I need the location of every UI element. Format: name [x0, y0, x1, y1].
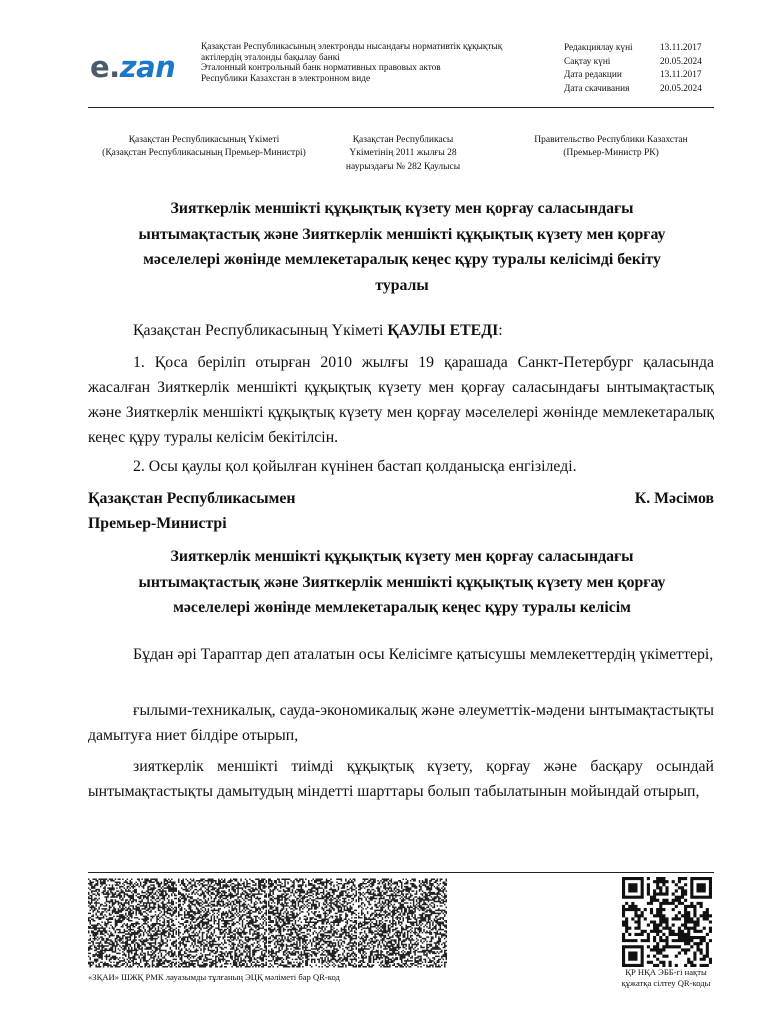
header-meta: [564, 42, 716, 96]
meta-row-edit-date-ru: [564, 69, 716, 83]
issuer-right-line: Правительство Республики Казахстан: [534, 135, 688, 145]
title-line: Зияткерлік меншікті құқықтық күзету мен қорғау саласындағы: [170, 548, 634, 565]
signature-qr-strip: [88, 878, 448, 968]
signature-qr-code: [358, 878, 447, 968]
paragraph-2: 2. Осы қаулы қол қойылған күнінен бастап қолданысқа енгізіледі.: [133, 458, 577, 475]
title-line: Зияткерлік меншікті құқықтық күзету мен қорғау саласындағы: [170, 200, 634, 217]
paragraph-4: ғылыми-техникалық, сауда-экономикалық және әлеуметтік-мәдени ынтымақтастықты дамытуға ниет білдіре отырып,: [88, 702, 714, 744]
meta-label: Дата скачивания: [564, 83, 630, 94]
issuer-left: [88, 134, 320, 161]
qr-caption-line: ҚР НҚА ЭББ-гі нақты: [625, 967, 707, 977]
meta-row-edit-date-kz: [564, 42, 716, 56]
agreement-title: [96, 544, 708, 621]
issuer-left-line: (Қазақстан Республикасының Премьер-Министрі): [102, 148, 306, 159]
decree-reference-line: наурыздағы № 282 Қаулысы: [345, 161, 461, 172]
meta-value: 13.11.2017: [660, 70, 702, 81]
signature-qr-code: [178, 878, 267, 968]
issuer-right: [506, 134, 716, 161]
qr-strip-caption: «ЗҚАИ» ШЖҚ РМК лауазымды тұлғаның ЭЦҚ мәліметі бар QR-код: [88, 972, 340, 982]
meta-value: 20.05.2024: [660, 83, 702, 94]
decree-reference: [326, 134, 480, 174]
qr-caption-line: құжатқа сілтеу QR-коды: [621, 978, 711, 988]
signature-title-line: Премьер-Министрі: [88, 515, 227, 532]
meta-label: Дата редакции: [564, 70, 622, 81]
decree-tail: :: [498, 322, 503, 339]
meta-value: 20.05.2024: [660, 56, 702, 67]
ezan-logo[interactable]: [90, 50, 175, 84]
logo-dot: .: [109, 50, 120, 84]
title-line: ынтымақтастық және Зияткерлік меншікті құқықтық күзету мен қорғау: [138, 225, 666, 243]
logo-zan: zan: [119, 50, 176, 84]
document-header: [88, 40, 716, 96]
meta-value: 13.11.2017: [660, 43, 702, 53]
footer-divider: [88, 872, 714, 873]
header-desc-line: Эталонный контрольный банк нормативных правовых актов: [201, 63, 441, 74]
meta-row-download-date-ru: [564, 83, 716, 97]
paragraph-5: зияткерлік меншікті тиімді құқықтық күзету, қорғау және басқару осындай ынтымақтастықты дамытудың міндетті шарттары болып табылатынын мойындай отырып,: [88, 758, 714, 800]
header-desc-line: Қазақстан Республикасының электронды нысандағы нормативтік құқықтық: [201, 42, 503, 52]
document-link-qr-caption: [598, 967, 734, 989]
decree-reference-line: Үкіметінің 2011 жылғы 28: [349, 148, 457, 159]
decree-title: [96, 196, 708, 298]
decree-statement: [88, 318, 714, 343]
document-link-qr-code[interactable]: [622, 877, 712, 967]
decree-reference-line: Қазақстан Республикасы: [352, 135, 454, 145]
paragraph-3: Бұдан әрі Тараптар деп аталатын осы Келісімге қатысушы мемлекеттердің үкіметтері,: [133, 646, 714, 663]
header-divider: [88, 107, 714, 108]
title-line: ынтымақтастық және Зияткерлік меншікті құқықтық күзету мен қорғау: [138, 573, 666, 591]
issuer-right-line: (Премьер-Министр РК): [563, 148, 659, 159]
logo-e: e: [90, 50, 110, 84]
header-desc-line: актілердің эталонды бақылау банкі: [201, 52, 340, 63]
title-line: мәселелері жөнінде мемлекетаралық кеңес құру туралы келісім: [173, 599, 631, 616]
title-line: туралы: [375, 276, 429, 294]
signature-qr-code: [268, 878, 357, 968]
header-desc-line: Республики Казахстан в электронном виде: [201, 73, 371, 84]
header-description: [201, 42, 546, 84]
decree-bold: ҚАУЛЫ ЕТЕДІ: [387, 322, 499, 339]
signature-name: К. Мәсімов: [634, 490, 714, 507]
meta-label: Редакциялау күні: [564, 43, 633, 53]
signature-qr-code: [88, 878, 177, 968]
meta-label: Сақтау күні: [564, 56, 611, 67]
signature-title-line: Қазақстан Республикасымен: [88, 490, 296, 507]
signature-block: [88, 486, 714, 536]
title-line: мәселелері жөнінде мемлекетаралық кеңес құру туралы келісімді бекіту: [143, 251, 661, 268]
decree-lead: Қазақстан Республикасының Үкіметі: [133, 322, 384, 339]
meta-row-save-date-kz: [564, 56, 716, 70]
issuer-left-line: Қазақстан Республикасының Үкіметі: [128, 135, 280, 145]
paragraph-1: 1. Қоса беріліп отырған 2010 жылғы 19 қарашада Санкт-Петербург қаласында жасалған Зияткерлік меншікті құқықтық күзету мен қорғау саласындағы ынтымақтастық және Зияткерлік меншікті құқықтық күзету мен қорғау мәселелері жөнінде мемлекетаралық кеңес құру туралы келісім бекітілсін.: [88, 354, 714, 446]
